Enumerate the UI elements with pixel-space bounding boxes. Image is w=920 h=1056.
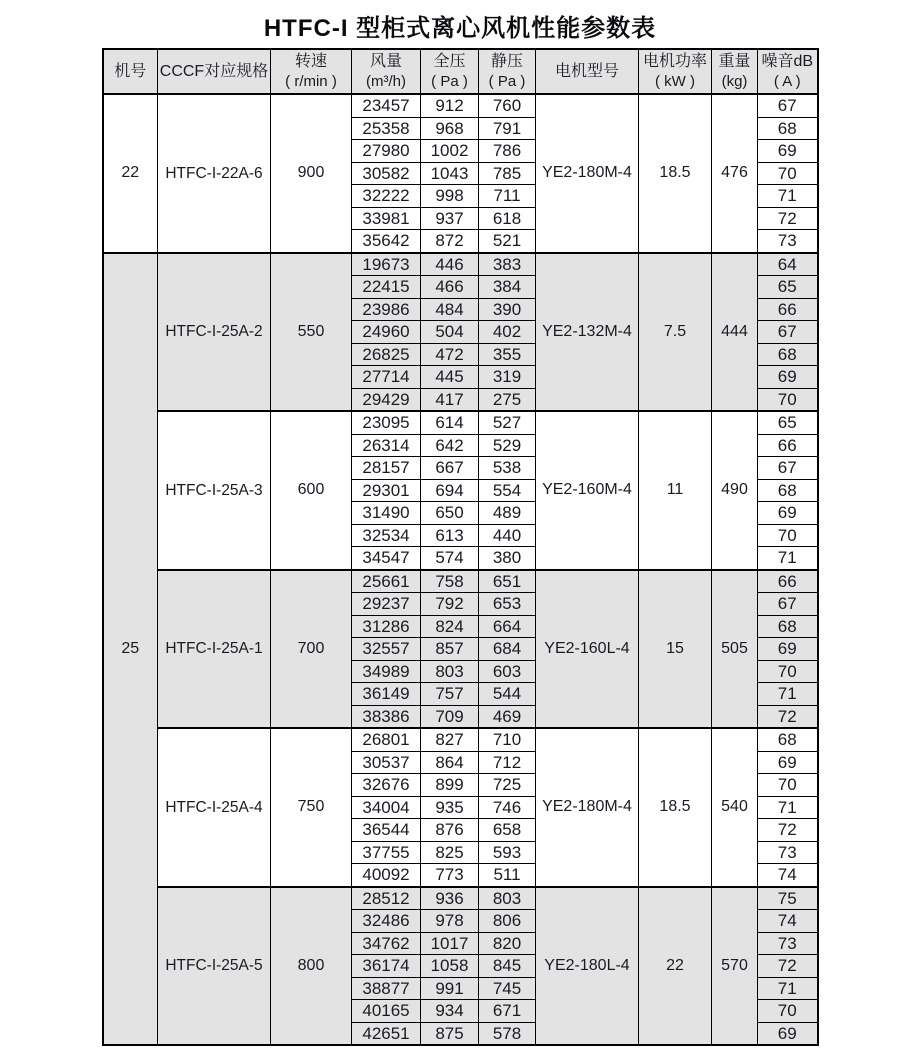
header-cccf-spec: CCCF对应规格: [158, 49, 271, 94]
cell-speed: 550: [271, 253, 352, 412]
table-row: [103, 570, 818, 593]
cell-spec: HTFC-I-25A-5: [158, 887, 271, 1046]
cell-noise: 72: [758, 955, 818, 978]
cell-static-pressure: 671: [479, 1000, 536, 1023]
cell-noise: 70: [758, 524, 818, 547]
cell-total-pressure: 872: [421, 230, 479, 253]
cell-total-pressure: 504: [421, 321, 479, 344]
cell-static-pressure: 554: [479, 479, 536, 502]
header-weight: 重量 (kg): [712, 49, 758, 94]
cell-static-pressure: 402: [479, 321, 536, 344]
cell-machine-no: 25: [103, 253, 158, 1046]
cell-noise: 73: [758, 932, 818, 955]
cell-airflow: 32222: [352, 185, 421, 208]
cell-weight: 570: [712, 887, 758, 1046]
cell-airflow: 34004: [352, 796, 421, 819]
cell-total-pressure: 1043: [421, 162, 479, 185]
cell-noise: 72: [758, 207, 818, 230]
cell-total-pressure: 792: [421, 593, 479, 616]
header-static-pressure: 静压 ( Pa ): [479, 49, 536, 94]
cell-static-pressure: 745: [479, 977, 536, 1000]
cell-total-pressure: 650: [421, 502, 479, 525]
cell-noise: 70: [758, 388, 818, 411]
header-speed: 转速 ( r/min ): [271, 49, 352, 94]
cell-static-pressure: 710: [479, 728, 536, 751]
cell-total-pressure: 472: [421, 343, 479, 366]
cell-noise: 64: [758, 253, 818, 276]
cell-airflow: 29237: [352, 593, 421, 616]
cell-total-pressure: 991: [421, 977, 479, 1000]
cell-spec: HTFC-I-25A-3: [158, 411, 271, 570]
cell-static-pressure: 489: [479, 502, 536, 525]
table-row: [103, 728, 818, 751]
cell-static-pressure: 618: [479, 207, 536, 230]
cell-airflow: 40092: [352, 864, 421, 887]
cell-static-pressure: 803: [479, 887, 536, 910]
cell-total-pressure: 642: [421, 434, 479, 457]
cell-total-pressure: 574: [421, 547, 479, 570]
cell-speed: 600: [271, 411, 352, 570]
cell-speed: 900: [271, 94, 352, 253]
cell-static-pressure: 786: [479, 140, 536, 163]
cell-weight: 505: [712, 570, 758, 729]
cell-airflow: 30537: [352, 751, 421, 774]
cell-static-pressure: 651: [479, 570, 536, 593]
cell-static-pressure: 785: [479, 162, 536, 185]
cell-noise: 74: [758, 910, 818, 933]
cell-static-pressure: 712: [479, 751, 536, 774]
cell-airflow: 37755: [352, 841, 421, 864]
cell-static-pressure: 653: [479, 593, 536, 616]
cell-total-pressure: 1017: [421, 932, 479, 955]
cell-airflow: 23457: [352, 94, 421, 117]
cell-airflow: 26314: [352, 434, 421, 457]
cell-noise: 69: [758, 502, 818, 525]
cell-airflow: 32676: [352, 774, 421, 797]
cell-airflow: 34762: [352, 932, 421, 955]
header-total-pressure: 全压 ( Pa ): [421, 49, 479, 94]
cell-total-pressure: 934: [421, 1000, 479, 1023]
cell-airflow: 38877: [352, 977, 421, 1000]
cell-total-pressure: 899: [421, 774, 479, 797]
cell-speed: 700: [271, 570, 352, 729]
cell-noise: 69: [758, 140, 818, 163]
cell-static-pressure: 440: [479, 524, 536, 547]
cell-motor-model: YE2-180M-4: [536, 728, 639, 887]
cell-static-pressure: 544: [479, 683, 536, 706]
cell-total-pressure: 978: [421, 910, 479, 933]
cell-airflow: 34547: [352, 547, 421, 570]
cell-noise: 65: [758, 276, 818, 299]
cell-airflow: 33981: [352, 207, 421, 230]
cell-noise: 67: [758, 321, 818, 344]
cell-static-pressure: 820: [479, 932, 536, 955]
cell-airflow: 23986: [352, 298, 421, 321]
cell-noise: 75: [758, 887, 818, 910]
cell-total-pressure: 803: [421, 660, 479, 683]
cell-airflow: 40165: [352, 1000, 421, 1023]
cell-total-pressure: 824: [421, 615, 479, 638]
cell-static-pressure: 845: [479, 955, 536, 978]
cell-total-pressure: 875: [421, 1022, 479, 1045]
cell-airflow: 32486: [352, 910, 421, 933]
cell-total-pressure: 827: [421, 728, 479, 751]
cell-airflow: 30582: [352, 162, 421, 185]
cell-noise: 68: [758, 728, 818, 751]
cell-motor-power: 15: [639, 570, 712, 729]
cell-spec: HTFC-I-22A-6: [158, 94, 271, 253]
cell-noise: 69: [758, 366, 818, 389]
cell-noise: 71: [758, 683, 818, 706]
cell-motor-power: 7.5: [639, 253, 712, 412]
cell-total-pressure: 773: [421, 864, 479, 887]
cell-airflow: 34989: [352, 660, 421, 683]
cell-noise: 67: [758, 94, 818, 117]
table-row: [103, 887, 818, 910]
cell-noise: 73: [758, 230, 818, 253]
cell-airflow: 25661: [352, 570, 421, 593]
cell-noise: 70: [758, 660, 818, 683]
cell-airflow: 42651: [352, 1022, 421, 1045]
cell-airflow: 28512: [352, 887, 421, 910]
cell-noise: 66: [758, 298, 818, 321]
cell-airflow: 35642: [352, 230, 421, 253]
table-row: [103, 94, 818, 117]
cell-motor-model: YE2-132M-4: [536, 253, 639, 412]
table-header-row: [103, 49, 818, 94]
cell-airflow: 26825: [352, 343, 421, 366]
cell-noise: 72: [758, 705, 818, 728]
cell-total-pressure: 614: [421, 411, 479, 434]
cell-total-pressure: 417: [421, 388, 479, 411]
cell-noise: 69: [758, 638, 818, 661]
cell-noise: 74: [758, 864, 818, 887]
cell-static-pressure: 529: [479, 434, 536, 457]
cell-airflow: 25358: [352, 117, 421, 140]
cell-total-pressure: 1058: [421, 955, 479, 978]
cell-total-pressure: 968: [421, 117, 479, 140]
cell-motor-model: YE2-180L-4: [536, 887, 639, 1046]
cell-static-pressure: 578: [479, 1022, 536, 1045]
cell-airflow: 28157: [352, 457, 421, 480]
cell-total-pressure: 998: [421, 185, 479, 208]
cell-static-pressure: 725: [479, 774, 536, 797]
cell-speed: 800: [271, 887, 352, 1046]
cell-airflow: 36149: [352, 683, 421, 706]
cell-static-pressure: 538: [479, 457, 536, 480]
header-machine-no: 机号: [103, 49, 158, 94]
cell-machine-no: 22: [103, 94, 158, 253]
cell-total-pressure: 484: [421, 298, 479, 321]
cell-static-pressure: 711: [479, 185, 536, 208]
cell-speed: 750: [271, 728, 352, 887]
cell-spec: HTFC-I-25A-4: [158, 728, 271, 887]
cell-total-pressure: 613: [421, 524, 479, 547]
cell-airflow: 38386: [352, 705, 421, 728]
cell-airflow: 22415: [352, 276, 421, 299]
cell-static-pressure: 384: [479, 276, 536, 299]
cell-airflow: 23095: [352, 411, 421, 434]
cell-weight: 490: [712, 411, 758, 570]
cell-motor-model: YE2-160M-4: [536, 411, 639, 570]
cell-noise: 73: [758, 841, 818, 864]
cell-static-pressure: 593: [479, 841, 536, 864]
cell-noise: 68: [758, 479, 818, 502]
cell-motor-power: 11: [639, 411, 712, 570]
cell-total-pressure: 937: [421, 207, 479, 230]
cell-spec: HTFC-I-25A-1: [158, 570, 271, 729]
cell-airflow: 29301: [352, 479, 421, 502]
cell-noise: 68: [758, 343, 818, 366]
cell-static-pressure: 664: [479, 615, 536, 638]
cell-static-pressure: 275: [479, 388, 536, 411]
cell-noise: 65: [758, 411, 818, 434]
cell-noise: 68: [758, 615, 818, 638]
cell-noise: 71: [758, 547, 818, 570]
cell-static-pressure: 791: [479, 117, 536, 140]
cell-total-pressure: 709: [421, 705, 479, 728]
cell-noise: 68: [758, 117, 818, 140]
cell-total-pressure: 857: [421, 638, 479, 661]
cell-static-pressure: 658: [479, 819, 536, 842]
cell-noise: 70: [758, 162, 818, 185]
cell-static-pressure: 760: [479, 94, 536, 117]
cell-airflow: 32534: [352, 524, 421, 547]
cell-static-pressure: 684: [479, 638, 536, 661]
cell-weight: 476: [712, 94, 758, 253]
cell-noise: 69: [758, 751, 818, 774]
header-motor-power: 电机功率 ( kW ): [639, 49, 712, 94]
cell-noise: 66: [758, 570, 818, 593]
cell-weight: 444: [712, 253, 758, 412]
cell-airflow: 29429: [352, 388, 421, 411]
cell-total-pressure: 694: [421, 479, 479, 502]
cell-airflow: 27980: [352, 140, 421, 163]
cell-airflow: 32557: [352, 638, 421, 661]
cell-total-pressure: 466: [421, 276, 479, 299]
cell-total-pressure: 1002: [421, 140, 479, 163]
cell-noise: 69: [758, 1022, 818, 1045]
table-row: [103, 411, 818, 434]
cell-airflow: 27714: [352, 366, 421, 389]
cell-total-pressure: 935: [421, 796, 479, 819]
cell-static-pressure: 511: [479, 864, 536, 887]
cell-total-pressure: 757: [421, 683, 479, 706]
cell-static-pressure: 806: [479, 910, 536, 933]
cell-noise: 67: [758, 457, 818, 480]
cell-motor-power: 18.5: [639, 728, 712, 887]
cell-total-pressure: 758: [421, 570, 479, 593]
cell-airflow: 36174: [352, 955, 421, 978]
cell-airflow: 19673: [352, 253, 421, 276]
cell-total-pressure: 445: [421, 366, 479, 389]
cell-static-pressure: 746: [479, 796, 536, 819]
cell-static-pressure: 380: [479, 547, 536, 570]
cell-static-pressure: 469: [479, 705, 536, 728]
header-motor-model: 电机型号: [536, 49, 639, 94]
cell-airflow: 31286: [352, 615, 421, 638]
cell-airflow: 31490: [352, 502, 421, 525]
cell-weight: 540: [712, 728, 758, 887]
cell-airflow: 24960: [352, 321, 421, 344]
cell-static-pressure: 390: [479, 298, 536, 321]
cell-motor-model: YE2-160L-4: [536, 570, 639, 729]
cell-static-pressure: 603: [479, 660, 536, 683]
cell-noise: 71: [758, 977, 818, 1000]
cell-total-pressure: 936: [421, 887, 479, 910]
performance-table: [102, 48, 819, 1046]
cell-total-pressure: 864: [421, 751, 479, 774]
cell-spec: HTFC-I-25A-2: [158, 253, 271, 412]
cell-motor-model: YE2-180M-4: [536, 94, 639, 253]
cell-total-pressure: 912: [421, 94, 479, 117]
cell-noise: 66: [758, 434, 818, 457]
cell-noise: 70: [758, 1000, 818, 1023]
page-title: HTFC-I 型柜式离心风机性能参数表: [263, 15, 657, 42]
header-airflow: 风量 (m³/h): [352, 49, 421, 94]
cell-airflow: 26801: [352, 728, 421, 751]
cell-motor-power: 18.5: [639, 94, 712, 253]
cell-static-pressure: 383: [479, 253, 536, 276]
cell-noise: 72: [758, 819, 818, 842]
cell-static-pressure: 521: [479, 230, 536, 253]
cell-noise: 71: [758, 185, 818, 208]
cell-noise: 67: [758, 593, 818, 616]
cell-total-pressure: 667: [421, 457, 479, 480]
cell-noise: 71: [758, 796, 818, 819]
cell-static-pressure: 527: [479, 411, 536, 434]
cell-motor-power: 22: [639, 887, 712, 1046]
cell-total-pressure: 825: [421, 841, 479, 864]
cell-static-pressure: 355: [479, 343, 536, 366]
cell-noise: 70: [758, 774, 818, 797]
cell-airflow: 36544: [352, 819, 421, 842]
table-body: [103, 94, 818, 1045]
table-row: [103, 253, 818, 276]
cell-static-pressure: 319: [479, 366, 536, 389]
header-noise: 噪音dB ( A ): [758, 49, 818, 94]
cell-total-pressure: 446: [421, 253, 479, 276]
cell-total-pressure: 876: [421, 819, 479, 842]
